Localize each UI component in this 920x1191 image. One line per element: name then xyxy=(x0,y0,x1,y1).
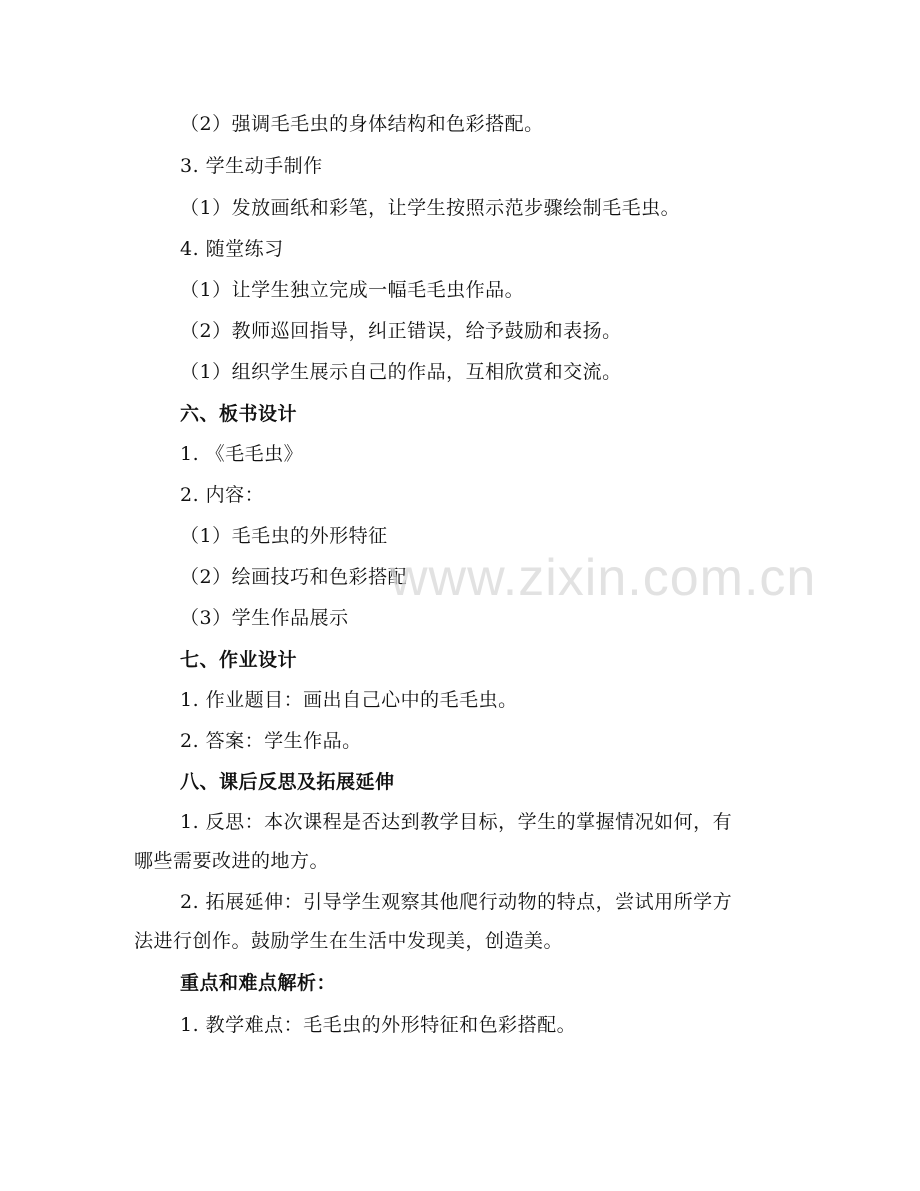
text-line: （1）组织学生展示自己的作品，互相欣赏和交流。 xyxy=(180,361,622,383)
text-line: （1）毛毛虫的外形特征 xyxy=(180,525,388,547)
text-line: 法进行创作。鼓励学生在生活中发现美，创造美。 xyxy=(134,930,564,952)
text-line: 1. 反思：本次课程是否达到教学目标，学生的掌握情况如何，有 xyxy=(180,811,733,833)
text-line: 哪些需要改进的地方。 xyxy=(134,850,330,872)
text-line: 1. 《毛毛虫》 xyxy=(180,443,304,465)
text-line: （2）强调毛毛虫的身体结构和色彩搭配。 xyxy=(180,113,544,135)
section-heading: 重点和难点解析： xyxy=(180,972,337,994)
text-line: 1. 作业题目：画出自己心中的毛毛虫。 xyxy=(180,689,518,711)
section-heading: 八、课后反思及拓展延伸 xyxy=(180,771,395,793)
text-line: （1）让学生独立完成一幅毛毛虫作品。 xyxy=(180,279,525,301)
text-line: （2）绘画技巧和色彩搭配 xyxy=(180,566,408,588)
watermark-text: www.zixin.com.cn xyxy=(390,549,817,607)
text-line: （2）教师巡回指导，纠正错误，给予鼓励和表扬。 xyxy=(180,320,622,342)
text-line: 2. 答案：学生作品。 xyxy=(180,730,362,752)
text-line: （3）学生作品展示 xyxy=(180,607,349,629)
section-heading: 六、板书设计 xyxy=(180,403,298,425)
text-line: 2. 内容： xyxy=(180,484,265,506)
text-line: 4. 随堂练习 xyxy=(180,238,284,260)
text-line: 1. 教学难点：毛毛虫的外形特征和色彩搭配。 xyxy=(180,1014,577,1036)
text-line: 3. 学生动手制作 xyxy=(180,155,323,177)
section-heading: 七、作业设计 xyxy=(180,649,298,671)
text-line: （1）发放画纸和彩笔，让学生按照示范步骤绘制毛毛虫。 xyxy=(180,197,681,219)
text-line: 2. 拓展延伸：引导学生观察其他爬行动物的特点，尝试用所学方 xyxy=(180,891,733,913)
